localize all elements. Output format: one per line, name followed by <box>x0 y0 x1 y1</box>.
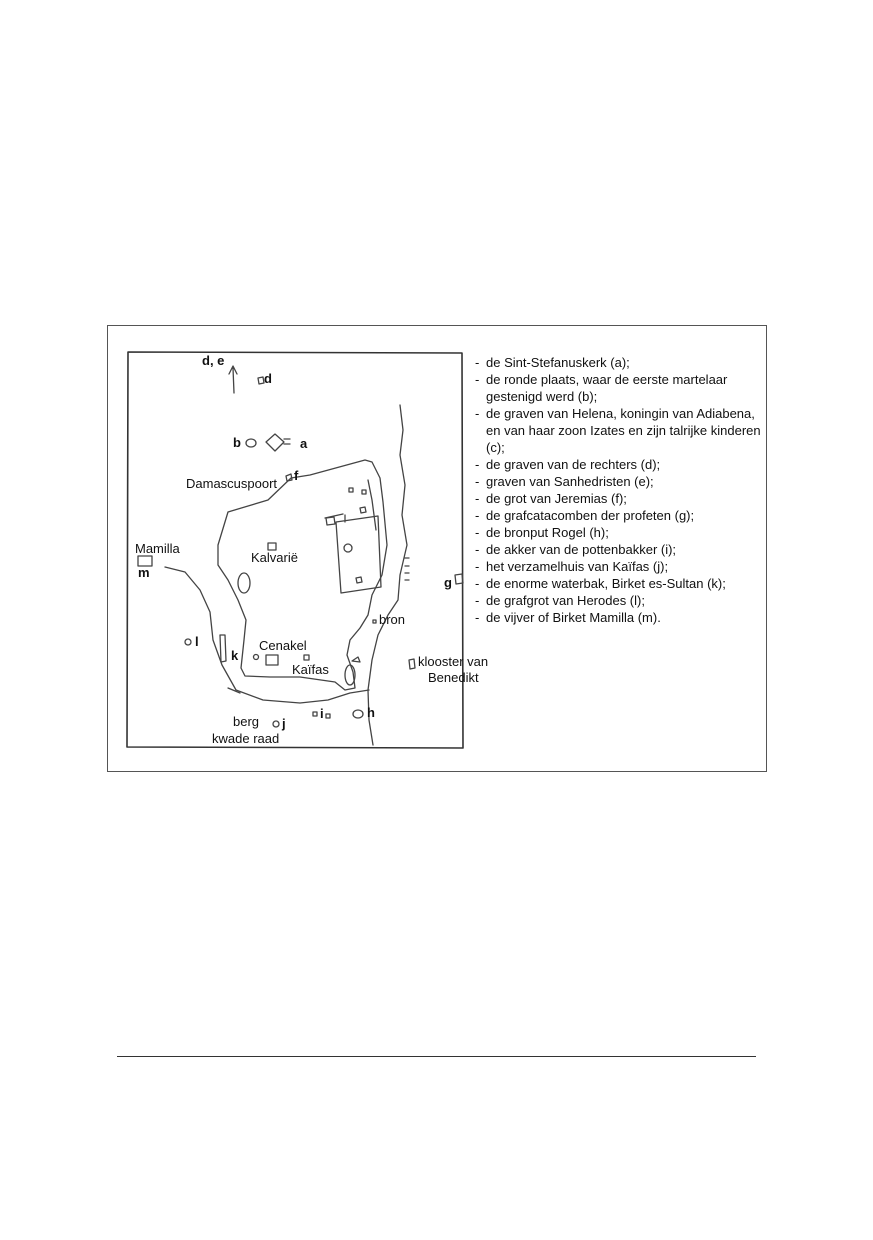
label-l: l <box>195 634 199 649</box>
legend-item-l: - de grafgrot van Herodes (l); <box>472 592 767 609</box>
label-g: g <box>444 575 452 590</box>
label-f: f <box>294 468 299 483</box>
label-kaifas: Kaïfas <box>292 662 329 677</box>
cenakel-icon <box>266 655 278 665</box>
temple-area <box>325 514 381 593</box>
tomb-l-icon <box>185 639 191 645</box>
legend-item-g: - de grafcatacomben der profeten (g); <box>472 507 767 524</box>
legend-item-e: - graven van Sanhedristen (e); <box>472 473 767 490</box>
footer-divider <box>117 1056 756 1057</box>
kidron-valley <box>368 405 407 745</box>
legend-item-m: - de vijver of Birket Mamilla (m). <box>472 609 767 626</box>
north-arrow-icon <box>229 366 237 393</box>
legend-item-c: - de graven van Helena, koningin van Adiabena, en van haar zoon Izates en zijn talrijke kinderen (c); <box>472 405 767 456</box>
legend-item-d: - de graven van de rechters (d); <box>472 456 767 473</box>
temple-dome-icon <box>344 544 352 552</box>
church-a-icon <box>266 434 290 451</box>
pool-icon <box>238 573 250 593</box>
label-cenakel: Cenakel <box>259 638 307 653</box>
monastery-icon <box>409 659 415 669</box>
house-j-icon <box>273 721 279 727</box>
label-b: b <box>233 435 241 450</box>
legend-list <box>472 354 767 626</box>
label-k: k <box>231 648 239 663</box>
legend-item-i: - de akker van de pottenbakker (i); <box>472 541 767 558</box>
label-kwade-raad: kwade raad <box>212 731 280 746</box>
label-d: d <box>264 371 272 386</box>
label-i: i <box>320 706 324 721</box>
legend-item-h: - de bronput Rogel (h); <box>472 524 767 541</box>
label-bron: bron <box>379 612 406 627</box>
label-m: m <box>138 565 150 580</box>
label-mamilla: Mamilla <box>135 541 180 556</box>
calvary-icon <box>268 543 276 550</box>
spring-bron-icon <box>373 620 376 623</box>
legend-item-b: - de ronde plaats, waar de eerste martelaar gestenigd werd (b); <box>472 371 767 405</box>
label-h: h <box>367 705 375 720</box>
label-klooster-2: Benedikt <box>428 670 479 685</box>
label-damascus-gate: Damascuspoort <box>186 476 278 491</box>
label-klooster-1: klooster van <box>418 654 489 669</box>
label-d-e: d, e <box>202 353 225 368</box>
label-j: j <box>282 716 286 731</box>
legend-item-f: - de grot van Jeremias (f); <box>472 490 767 507</box>
label-calvary: Kalvarië <box>251 550 298 565</box>
pool-k-icon <box>220 635 226 662</box>
label-berg: berg <box>233 714 260 729</box>
site-b-icon <box>246 439 256 447</box>
legend-item-k: - de enorme waterbak, Birket es-Sultan (k); <box>472 575 767 592</box>
well-h-icon <box>353 710 363 718</box>
label-a: a <box>300 436 308 451</box>
legend-item-j: - het verzamelhuis van Kaïfas (j); <box>472 558 767 575</box>
legend-item-a: - de Sint-Stefanuskerk (a); <box>472 354 767 371</box>
kaifas-icon <box>304 655 309 660</box>
